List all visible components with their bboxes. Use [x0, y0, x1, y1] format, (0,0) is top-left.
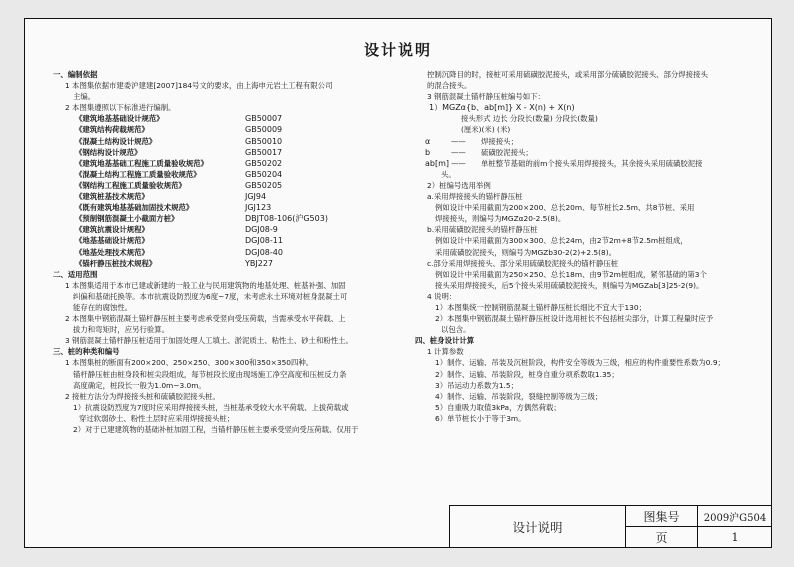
text-line: 2 接桩方法分为焊接接头桩和硫磺胶泥接头桩。 [65, 391, 220, 401]
text-line: 采用硫磺胶泥接头，则编号为MGZb30-2(2)+2.5(8)。 [435, 247, 616, 257]
abbreviation-item [415, 147, 755, 158]
standard-name: 《混凝土结构设计规范》 [75, 136, 157, 146]
text-line: 4 说明： [427, 291, 457, 301]
standard-code: DGJ08-40 [245, 247, 283, 257]
standard-item [53, 180, 425, 191]
section-heading: 三、桩的种类和编号 [53, 347, 120, 357]
text-line: 1 本图集桩的断面有200×200、250×250、300×300和350×350四种。 [65, 358, 314, 368]
abbreviation-list [415, 136, 755, 169]
text-line: 接头采用焊接接头，后5个接头采用硫磺胶泥接头，则编号为MGZab[3]25-2(9)。 [435, 280, 704, 290]
abbreviation-dash: —— [451, 147, 466, 157]
text-line: 3 钢筋混凝土锚杆静压桩编号如下： [427, 92, 545, 102]
standard-item [53, 191, 425, 202]
drawing-sheet [24, 18, 772, 548]
abbreviation-text: 硫磺胶泥接头； [481, 147, 533, 157]
text-line: a.采用焊接接头的锚杆静压桩 [427, 192, 523, 202]
standard-code: DGJ08-11 [245, 236, 283, 246]
text-line: 2）本图集中钢筋混凝土锚杆静压桩设计选用桩长不包括桩尖部分，计算工程量时应予 [435, 314, 714, 324]
text-line: 的混合接头。 [427, 81, 472, 91]
standard-item [53, 147, 425, 158]
standard-code: GB50009 [245, 125, 283, 135]
abbreviation-text: 单桩整节基础的前m个接头采用焊接接头，其余接头采用硫磺胶泥接 [481, 158, 703, 168]
standard-name: 《地基处理技术规范》 [75, 247, 149, 257]
page-label: 页 [626, 527, 698, 547]
text-line: 2）制作、运输、吊装阶段，桩身自重分项系数取1.35； [435, 369, 619, 379]
standard-item [53, 124, 425, 135]
standard-code: JGJ123 [245, 203, 272, 213]
text-line: 头。 [441, 169, 456, 179]
section-heading: 四、桩身设计计算 [415, 336, 475, 346]
section-heading: 一、编制依据 [53, 70, 98, 79]
atlas-number: 2009沪G504 [698, 506, 772, 527]
text-line: 6）单节桩长小于等于3m。 [435, 413, 526, 423]
text-line: 锚杆静压桩由桩身段和桩尖段组成，每节桩段长度由现场施工净空高度和压桩反力条 [73, 369, 347, 379]
text-line: 1）本图集统一控制钢筋混凝土锚杆静压桩长细比不宜大于130； [435, 302, 646, 312]
standard-name: 《锚杆静压桩技术规程》 [75, 258, 157, 268]
text-line: 例如设计中采用截面为250×250、总长18m、由9节2m桩组成，紧邻基础的第3个 [435, 269, 707, 279]
left-column [53, 69, 425, 435]
abbreviation-key: b [425, 147, 431, 157]
standard-name: 《建筑结构荷载规范》 [75, 125, 149, 135]
abbreviation-key: α [425, 136, 431, 146]
formula-units: (厘米)(米) (米) [461, 125, 511, 135]
standard-item [53, 169, 425, 180]
text-line: 3 钢筋混凝土锚杆静压桩适用于加固处理人工填土、淤泥质土、粘性土、砂土和粉性土。 [65, 336, 353, 346]
page-number: 1 [731, 530, 739, 544]
text-line: 主编。 [73, 92, 96, 102]
text-line: 高度确定，桩段长一般为1.0m~3.0m。 [73, 380, 206, 390]
text-line: 1）制作、运输、吊装及沉桩阶段，构件安全等级为三级，相应的构件重要性系数为0.9； [435, 358, 725, 368]
standard-item [53, 213, 425, 224]
standard-code: YBJ227 [245, 258, 274, 268]
abbreviation-item [415, 136, 755, 147]
standard-code: DGJ08-9 [245, 225, 278, 235]
standard-name: 《建筑抗震设计规程》 [75, 225, 149, 235]
standard-name: 《既有建筑地基基础加固技术规范》 [75, 203, 194, 213]
text-line: 能存在的腐蚀性。 [73, 302, 133, 312]
standard-item [53, 247, 425, 258]
text-line: b.采用硫磺胶泥接头的锚杆静压桩 [427, 225, 538, 235]
standard-name: 《钢结构设计规范》 [75, 147, 142, 157]
text-line: 5）自重吸力取值3kPa，方偶然荷载； [435, 402, 561, 412]
standard-name: 《建筑地基基础工程施工质量验收规范》 [75, 158, 209, 168]
standard-code: DBJT08-106(沪G503) [245, 214, 328, 224]
abbreviation-dash: —— [451, 158, 466, 168]
standard-name: 《钢结构工程施工质量验收规范》 [75, 180, 186, 190]
standard-code: GB50202 [245, 158, 283, 168]
abbreviation-dash: —— [451, 136, 466, 146]
standard-code: GB50017 [245, 147, 283, 157]
standard-item [53, 235, 425, 246]
text-line: 拔力和弯矩时，应另行验算。 [73, 325, 170, 335]
drawing-name: 设计说明 [450, 506, 626, 547]
abbreviation-key: ab[m] [425, 158, 450, 168]
abbreviation-item [415, 158, 755, 169]
standard-item [53, 202, 425, 213]
text-line: 例如设计中采用截面为200×200、总长20m、每节桩长2.5m、共8节桩、采用 [435, 203, 695, 213]
right-column [415, 69, 755, 424]
standard-item [53, 113, 425, 124]
standard-code: GB50204 [245, 169, 283, 179]
standard-name: 《建筑桩基技术规范》 [75, 192, 149, 202]
standard-item [53, 136, 425, 147]
title-block [449, 505, 771, 547]
text-line: 1）抗震设防烈度为7度时应采用焊接接头桩，当桩基承受较大水平荷载、上拔荷载或 [73, 402, 349, 412]
text-line: 1 本图集依据市建委沪建建[2007]184号文的要求，由上海申元岩土工程有限公司 [65, 81, 333, 91]
standards-list [53, 113, 425, 268]
text-line: 1 计算参数 [427, 347, 464, 357]
standard-name: 《混凝土结构工程施工质量验收规范》 [75, 169, 201, 179]
text-line: 1 本图集适用于本市已建或新建的一般工业与民用建筑物的地基处理、桩基补强、加固 [65, 280, 346, 290]
standard-code: GB50010 [245, 136, 283, 146]
text-line: 2 本图集遵照以下标准进行编制。 [65, 103, 176, 113]
standard-name: 《建筑地基基础设计规范》 [75, 114, 164, 124]
standard-item [53, 224, 425, 235]
formula-legend: 接头形式 边长 分段长(数量) 分段长(数量) [461, 114, 598, 124]
text-line: 以包含。 [441, 325, 471, 335]
sheet-title: 设计说明 [363, 41, 432, 59]
standard-item [53, 258, 425, 269]
text-line: 纠偏和基础托换等。本市抗震设防烈度为6度~7度，未考虑永土环境对桩身混凝土可 [73, 291, 348, 301]
text-line: 焊接接头，则编号为MGZα20-2.5(8)。 [435, 214, 566, 224]
abbreviation-text: 焊接接头； [481, 136, 518, 146]
standard-name: 《预制钢筋混凝土小截面方桩》 [75, 214, 179, 224]
text-line: 2）对于已建建筑物的基础补桩加固工程，当锚杆静压桩主要承受竖向受压荷载、仅用于 [73, 425, 359, 434]
text-line: 4）制作、运输、吊装阶段，裂缝控制等级为三级； [435, 391, 603, 401]
numbering-formula: 1）MGZα{b、ab[m]} X - X(n) + X(n) [429, 103, 575, 113]
text-line: 2）桩编号选用举例 [427, 180, 491, 190]
text-line: 例如设计中采用截面为300×300、总长24m，由2节2m+8节2.5m桩组成， [435, 236, 688, 246]
text-line: 2 本图集中钢筋混凝土锚杆静压桩主要考虑承受竖向受压荷载，当需承受水平荷载、上 [65, 314, 346, 324]
standard-item [53, 158, 425, 169]
standard-code: GB50007 [245, 114, 283, 124]
atlas-number-label: 图集号 [626, 506, 698, 527]
standard-code: GB50205 [245, 180, 283, 190]
standard-code: JGJ94 [245, 192, 267, 202]
text-line: 穿过软弱砂土、粉性土层时应采用焊接接头桩； [79, 413, 235, 423]
text-line: c.部分采用焊接接头、部分采用硫磺胶泥接头的锚杆静压桩 [427, 258, 619, 268]
text-line: 控制沉降目的时，接桩可采用硫磺胶泥接头，或采用部分硫磺胶泥接头、部分焊接接头 [427, 70, 708, 79]
standard-name: 《地基基础设计规范》 [75, 236, 149, 246]
section-heading: 二、适用范围 [53, 269, 98, 279]
text-line: 3）吊运动力系数为1.5； [435, 380, 518, 390]
